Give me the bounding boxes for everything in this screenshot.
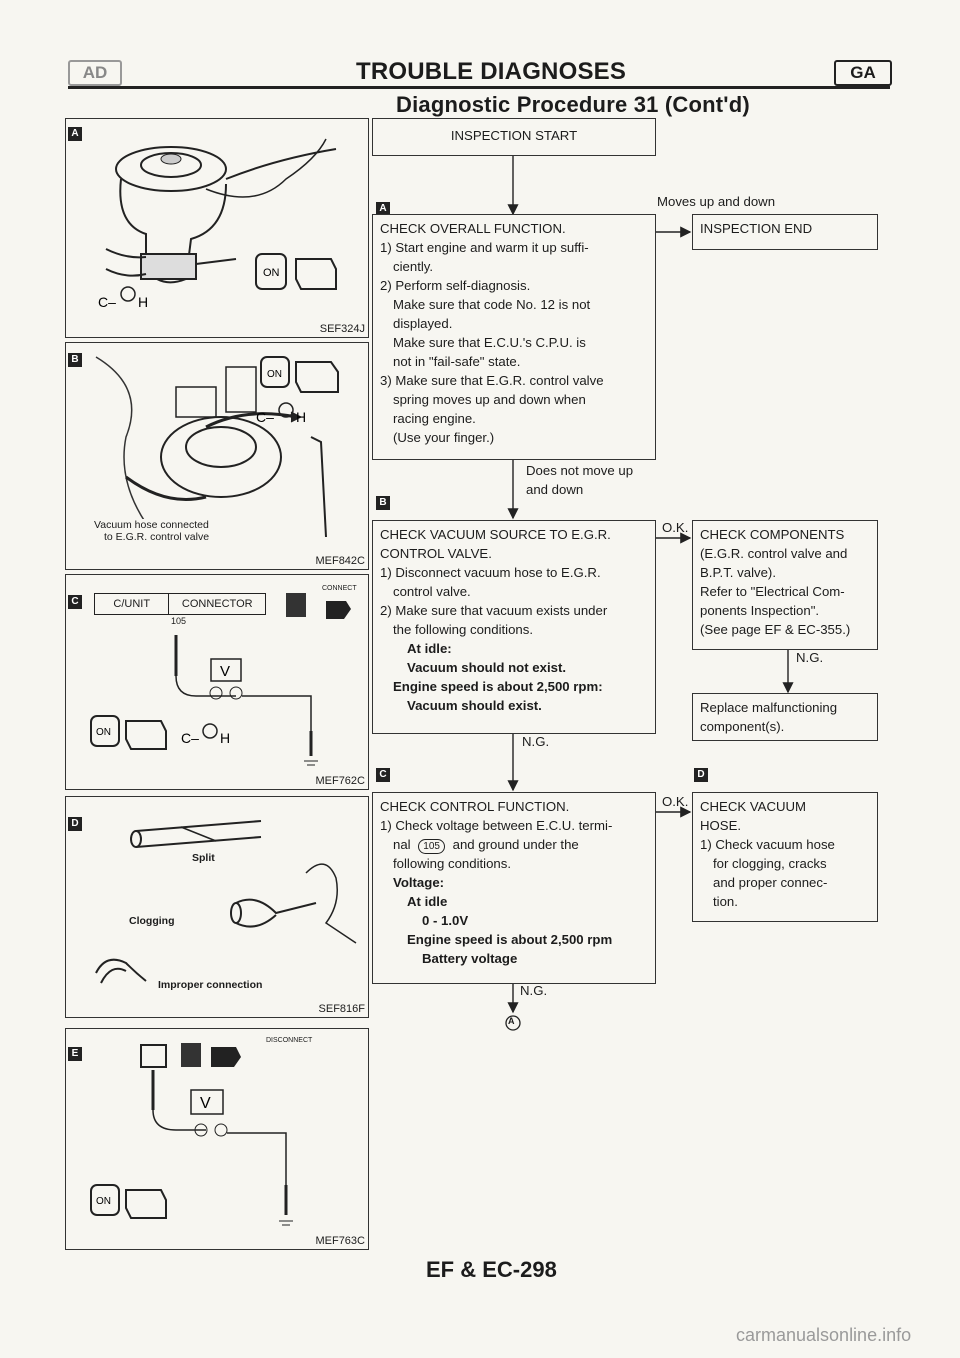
hose-callout-line-1: Vacuum hose connected bbox=[94, 519, 209, 531]
page-number: EF & EC-298 bbox=[426, 1257, 557, 1282]
terminal-suffix: and ground under the bbox=[452, 837, 579, 852]
moves-up-down-label: Moves up and down bbox=[657, 194, 776, 209]
svg-text:V: V bbox=[220, 663, 231, 680]
page-subtitle: Diagnostic Procedure 31 (Cont'd) bbox=[396, 92, 750, 117]
panel-letter-c: C bbox=[68, 595, 82, 609]
clogging-label: Clogging bbox=[129, 915, 175, 927]
inspection-start-label: INSPECTION START bbox=[450, 128, 578, 143]
svg-text:C–: C– bbox=[98, 294, 116, 310]
replace-line: Replace malfunctioning bbox=[700, 700, 838, 715]
disconnect-label: DISCONNECT bbox=[266, 1037, 313, 1044]
svg-text:H: H bbox=[138, 294, 149, 310]
components-line: ponents Inspection". bbox=[700, 603, 820, 618]
step-badge-d: D bbox=[694, 768, 708, 782]
hose-callout-line-2: to E.G.R. control valve bbox=[104, 531, 210, 543]
check-overall-box bbox=[372, 214, 656, 460]
control-line: Engine speed is about 2,500 rpm bbox=[407, 932, 613, 947]
connector-label: CONNECTOR bbox=[181, 598, 253, 610]
not-move-line-1: Does not move up bbox=[526, 463, 634, 478]
inspection-start-box bbox=[372, 118, 656, 156]
hose-line: CHECK VACUUM bbox=[700, 799, 806, 814]
check-overall-line: 2) Perform self-diagnosis. bbox=[380, 278, 531, 293]
step-badge-b: B bbox=[376, 496, 390, 510]
svg-text:ON: ON bbox=[267, 369, 282, 380]
vacuum-source-line: the following conditions. bbox=[393, 622, 534, 637]
check-components-box bbox=[692, 520, 878, 650]
control-line-terminal bbox=[380, 835, 648, 854]
not-move-label bbox=[526, 461, 633, 499]
check-overall-line: not in "fail-safe" state. bbox=[393, 354, 521, 369]
check-vacuum-source-box bbox=[372, 520, 656, 734]
svg-text:H: H bbox=[296, 409, 307, 425]
check-vacuum-hose-box bbox=[692, 792, 878, 922]
check-overall-line: Make sure that E.C.U.'s C.P.U. is bbox=[393, 335, 586, 350]
section-tag-right: GA bbox=[834, 60, 892, 86]
hose-line: HOSE. bbox=[700, 818, 742, 833]
ng-label-2: N.G. bbox=[520, 983, 548, 998]
not-move-line-2: and down bbox=[526, 482, 584, 497]
svg-text:H: H bbox=[220, 730, 231, 746]
control-line: 0 - 1.0V bbox=[422, 913, 469, 928]
inspection-end-label: INSPECTION END bbox=[700, 221, 813, 236]
vacuum-source-line: CONTROL VALVE. bbox=[380, 546, 492, 561]
watermark: carmanualsonline.info bbox=[736, 1325, 912, 1345]
hose-line: for clogging, cracks bbox=[713, 856, 827, 871]
hose-line: tion. bbox=[713, 894, 738, 909]
check-overall-line: displayed. bbox=[393, 316, 453, 331]
control-line: Battery voltage bbox=[422, 951, 518, 966]
components-line: (E.G.R. control valve and bbox=[700, 546, 848, 561]
figure-code-b: MEF842C bbox=[315, 555, 365, 567]
ok-label-2: O.K. bbox=[662, 794, 689, 809]
step-badge-c: C bbox=[376, 768, 390, 782]
control-line: At idle bbox=[407, 894, 448, 909]
vacuum-source-line: control valve. bbox=[393, 584, 471, 599]
pin-number: 105 bbox=[171, 616, 187, 626]
cunit-label: C/UNIT bbox=[95, 594, 169, 614]
svg-text:ON: ON bbox=[96, 1196, 111, 1207]
inspection-end-box bbox=[692, 214, 878, 250]
vacuum-source-line: Engine speed is about 2,500 rpm: bbox=[393, 679, 603, 694]
replace-line: component(s). bbox=[700, 719, 785, 734]
vacuum-source-line: Vacuum should not exist. bbox=[407, 660, 567, 675]
panel-letter-e: E bbox=[68, 1047, 82, 1061]
page-title: TROUBLE DIAGNOSES bbox=[356, 58, 627, 85]
check-overall-line: ciently. bbox=[393, 259, 434, 274]
svg-text:ON: ON bbox=[96, 727, 111, 738]
terminal-105-badge: 105 bbox=[418, 839, 445, 854]
check-overall-line: spring moves up and down when bbox=[393, 392, 586, 407]
svg-text:C–: C– bbox=[181, 730, 199, 746]
figure-code-e: MEF763C bbox=[315, 1235, 365, 1247]
panel-letter-a: A bbox=[68, 127, 82, 141]
figure-code-d: SEF816F bbox=[318, 1003, 365, 1015]
ok-label-1: O.K. bbox=[662, 520, 689, 535]
hose-line: and proper connec- bbox=[713, 875, 828, 890]
check-overall-line: CHECK OVERALL FUNCTION. bbox=[380, 221, 566, 236]
check-overall-line: racing engine. bbox=[393, 411, 476, 426]
vacuum-source-line: 2) Make sure that vacuum exists under bbox=[380, 603, 608, 618]
section-tag-left: AD bbox=[68, 60, 122, 86]
check-overall-line: 3) Make sure that E.G.R. control valve bbox=[380, 373, 604, 388]
check-overall-line: (Use your finger.) bbox=[393, 430, 495, 445]
terminal-prefix: nal bbox=[393, 837, 411, 852]
connector-ref-a: A bbox=[508, 1016, 515, 1026]
control-line: 1) Check voltage between E.C.U. termi- bbox=[380, 818, 613, 833]
components-line: CHECK COMPONENTS bbox=[700, 527, 845, 542]
step-badge-a: A bbox=[376, 202, 390, 216]
improper-connection-label: Improper connection bbox=[158, 979, 263, 991]
control-line: following conditions. bbox=[393, 856, 512, 871]
ng-components-label: N.G. bbox=[796, 650, 824, 665]
check-overall-line: 1) Start engine and warm it up suffi- bbox=[380, 240, 589, 255]
control-line: Voltage: bbox=[393, 875, 445, 890]
svg-text:ON: ON bbox=[263, 267, 280, 279]
connect-label: CONNECT bbox=[322, 585, 357, 592]
check-control-box bbox=[372, 792, 656, 984]
vacuum-source-line: At idle: bbox=[407, 641, 452, 656]
control-line: CHECK CONTROL FUNCTION. bbox=[380, 799, 570, 814]
vacuum-source-line: CHECK VACUUM SOURCE TO E.G.R. bbox=[380, 527, 611, 542]
svg-text:V: V bbox=[200, 1095, 211, 1112]
panel-letter-d: D bbox=[68, 817, 82, 831]
replace-component-box bbox=[692, 693, 878, 741]
figure-code-c: MEF762C bbox=[315, 775, 365, 787]
vacuum-source-line: 1) Disconnect vacuum hose to E.G.R. bbox=[380, 565, 601, 580]
components-line: (See page EF & EC-355.) bbox=[700, 622, 851, 637]
svg-text:C–: C– bbox=[256, 409, 274, 425]
components-line: Refer to "Electrical Com- bbox=[700, 584, 845, 599]
split-label: Split bbox=[192, 852, 215, 864]
components-line: B.P.T. valve). bbox=[700, 565, 776, 580]
figure-code-a: SEF324J bbox=[319, 323, 365, 335]
ng-label-1: N.G. bbox=[522, 734, 550, 749]
vacuum-source-line: Vacuum should exist. bbox=[407, 698, 542, 713]
panel-letter-b: B bbox=[68, 353, 82, 367]
hose-line: 1) Check vacuum hose bbox=[700, 837, 835, 852]
check-overall-line: Make sure that code No. 12 is not bbox=[393, 297, 591, 312]
